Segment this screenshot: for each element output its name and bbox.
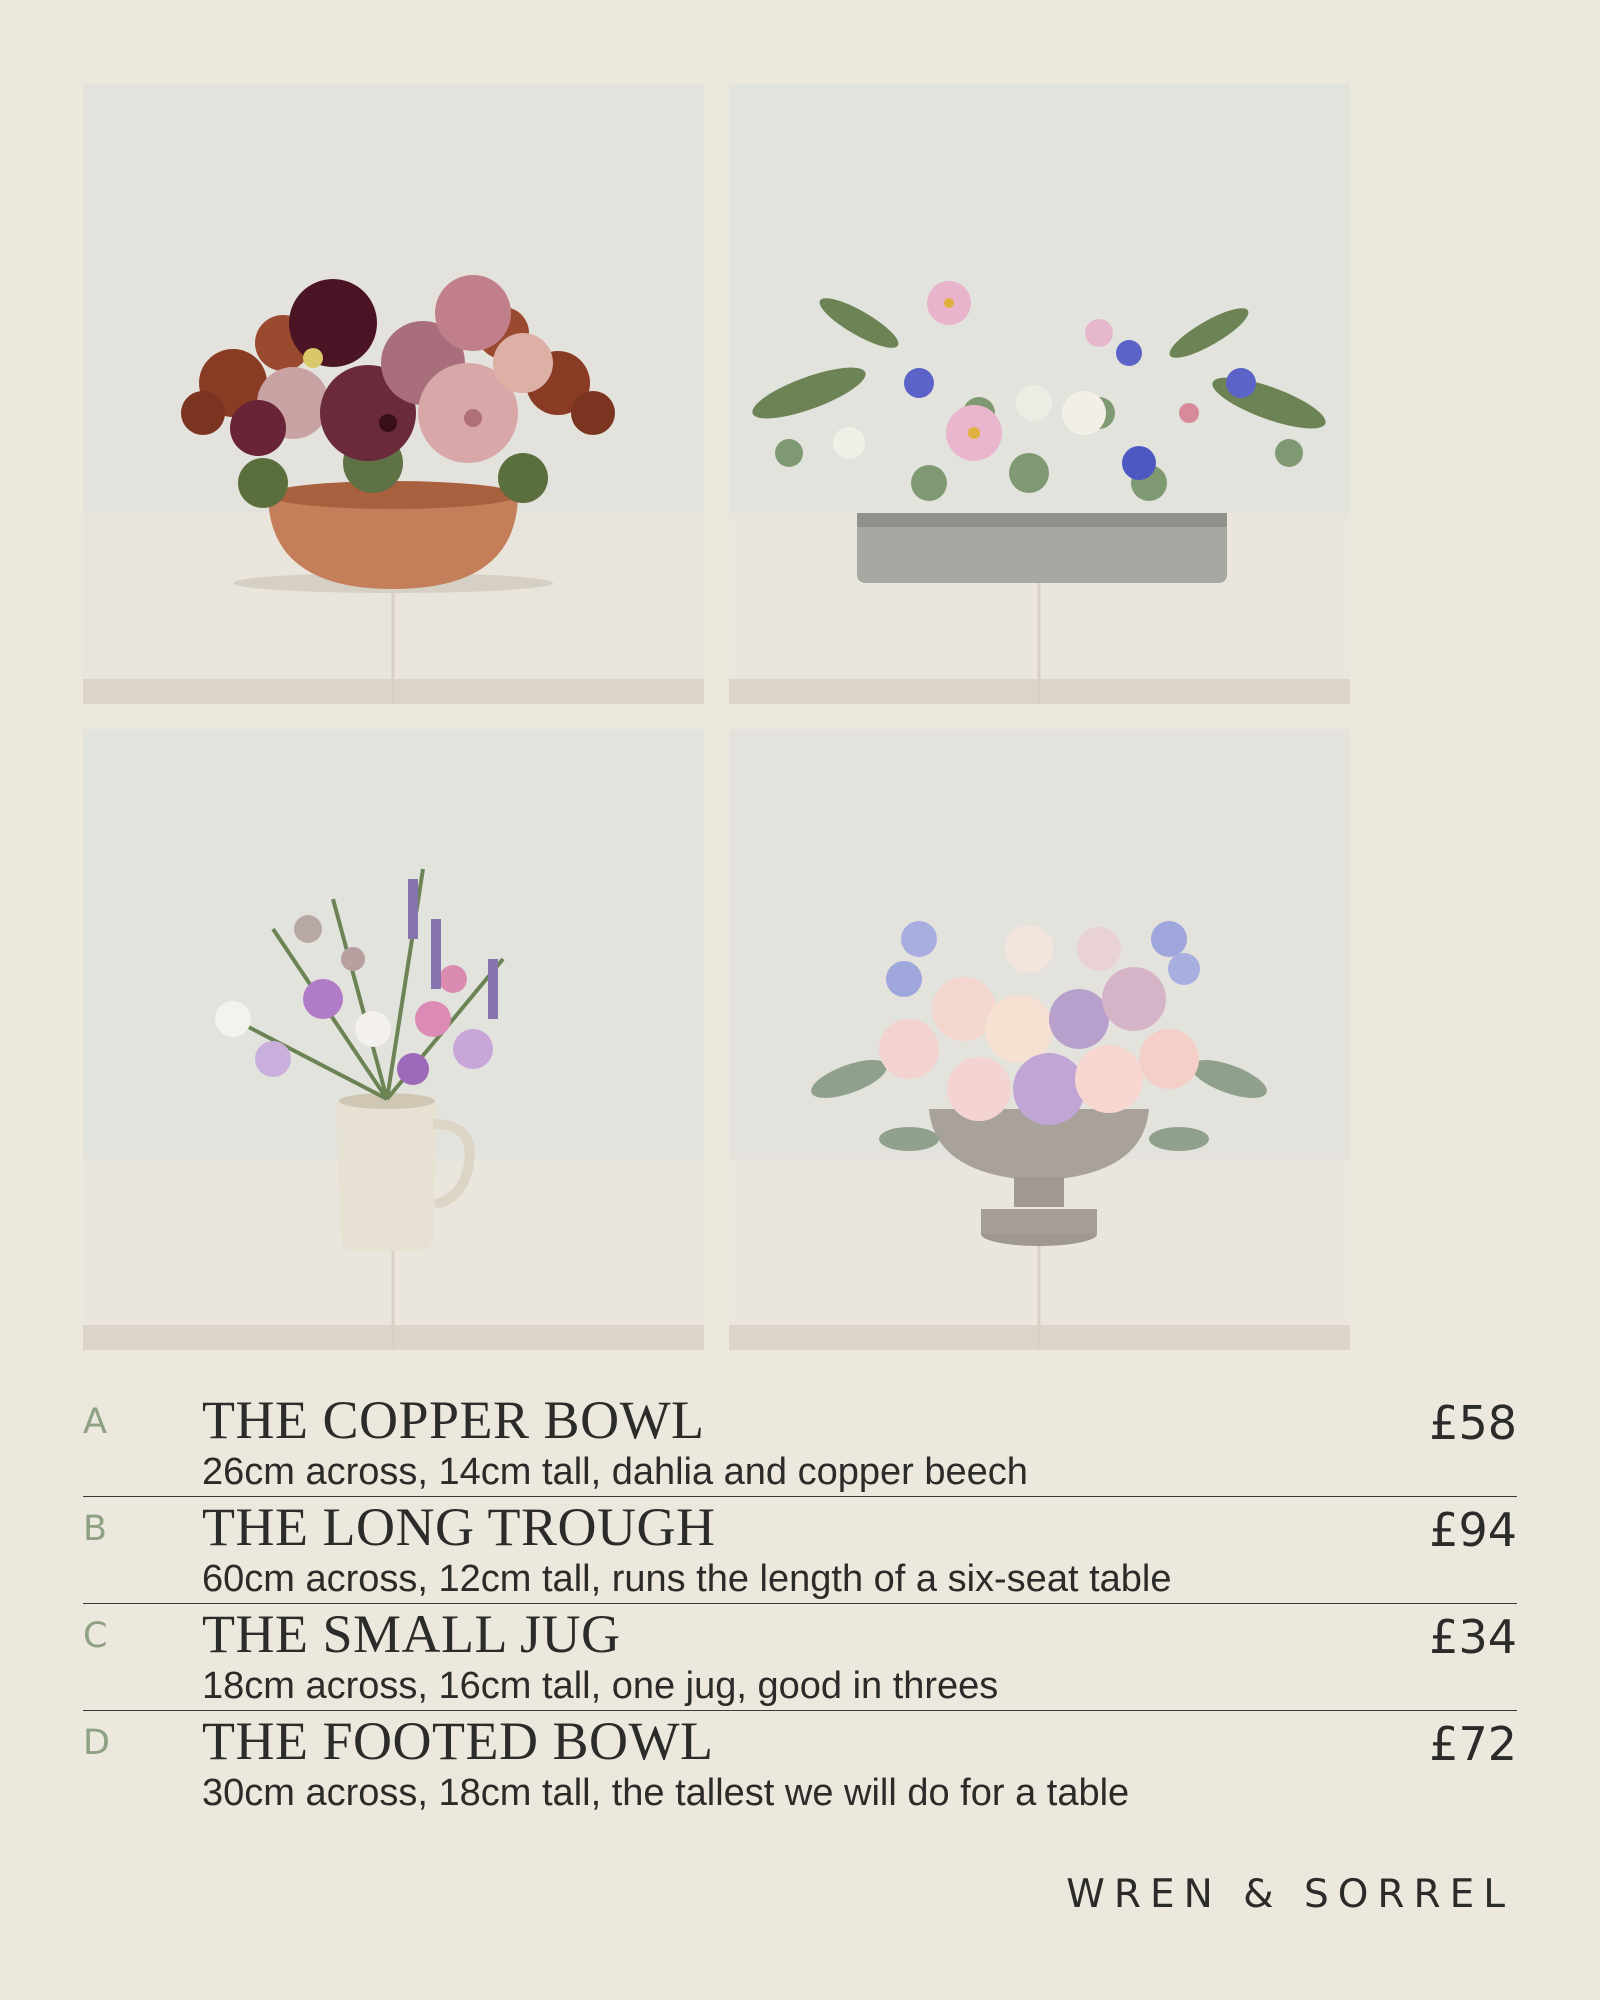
item-letter: B — [83, 1509, 108, 1549]
item-price: £34 — [1429, 1610, 1517, 1664]
photo-long-trough — [729, 83, 1350, 704]
item-title: THE COPPER BOWL — [202, 1390, 705, 1450]
item-description: 18cm across, 16cm tall, one jug, good in threes — [202, 1665, 999, 1707]
item-description: 60cm across, 12cm tall, runs the length of a six-seat table — [202, 1558, 1172, 1600]
list-item — [83, 1711, 1517, 1817]
brand-logo: WREN & SORREL — [1066, 1872, 1514, 1917]
item-title: THE SMALL JUG — [202, 1604, 621, 1664]
small-jug-image — [83, 729, 704, 1350]
item-price: £58 — [1429, 1396, 1517, 1450]
long-trough-image — [729, 83, 1350, 704]
photo-copper-bowl — [83, 83, 704, 704]
list-item — [83, 1390, 1517, 1497]
photo-small-jug — [83, 729, 704, 1350]
photo-footed-bowl — [729, 729, 1350, 1350]
item-description: 26cm across, 14cm tall, dahlia and copper beech — [202, 1451, 1028, 1493]
list-item — [83, 1604, 1517, 1711]
item-description: 30cm across, 18cm tall, the tallest we will do for a table — [202, 1772, 1130, 1814]
arrangement-list — [83, 1390, 1517, 1817]
item-price: £72 — [1429, 1717, 1517, 1771]
copper-bowl-image — [83, 83, 704, 704]
item-letter: D — [83, 1723, 110, 1763]
item-title: THE FOOTED BOWL — [202, 1711, 714, 1771]
item-letter: A — [83, 1402, 107, 1442]
footed-bowl-image — [729, 729, 1350, 1350]
item-price: £94 — [1429, 1503, 1517, 1557]
item-letter: C — [83, 1616, 108, 1656]
list-item — [83, 1497, 1517, 1604]
item-title: THE LONG TROUGH — [202, 1497, 716, 1557]
